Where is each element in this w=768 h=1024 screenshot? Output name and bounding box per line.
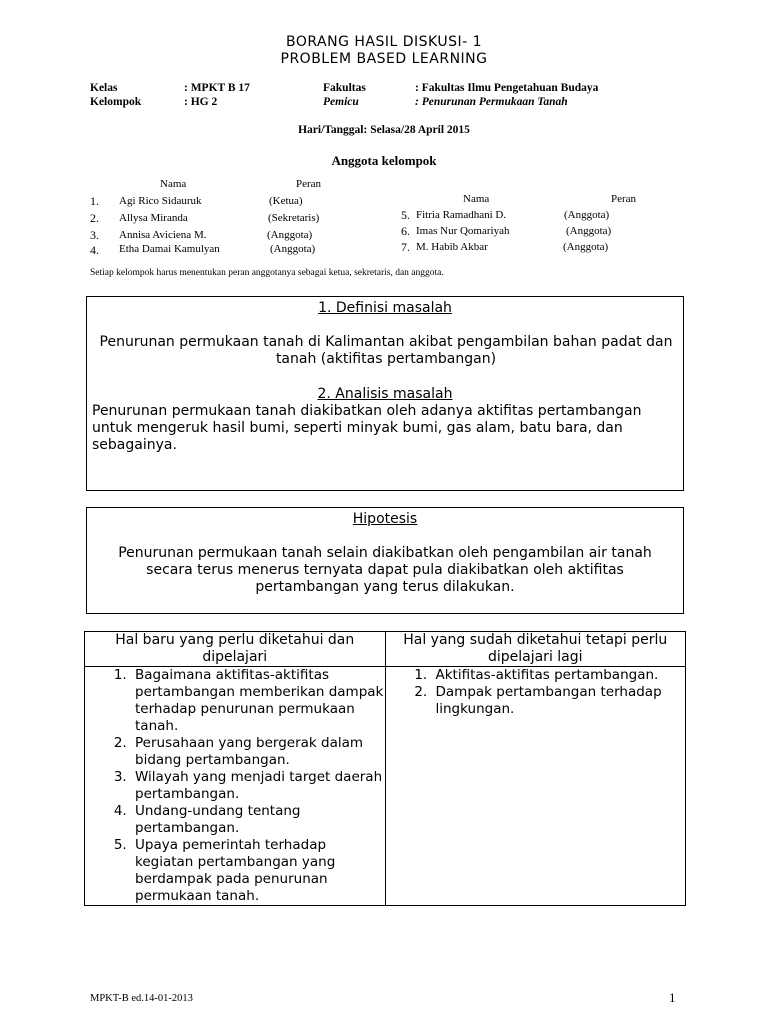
learn-new-header: Hal baru yang perlu diketahui dan dipelajari — [85, 632, 386, 667]
member-role: (Sekretaris) — [268, 212, 320, 224]
list-item: 3. Wilayah yang menjadi target daerah pertambangan. — [131, 769, 385, 803]
member-name: Agi Rico Sidauruk — [119, 195, 202, 207]
footer-code: MPKT-B ed.14-01-2013 — [90, 993, 193, 1004]
kelompok-label: Kelompok — [90, 96, 142, 108]
member-number: 7. — [401, 240, 410, 254]
form-title: BORANG HASIL DISKUSI- 1 — [285, 34, 483, 50]
member-role: (Anggota) — [564, 209, 610, 221]
list-item: 4. Undang-undang tentang pertambangan. — [131, 803, 385, 837]
learning-table — [84, 631, 686, 906]
problem-box — [86, 296, 684, 491]
member-name: Imas Nur Qomariyah — [416, 225, 510, 237]
members-col-name-left: Nama — [160, 178, 187, 190]
members-col-name-right: Nama — [463, 193, 490, 205]
member-name: Annisa Aviciena M. — [119, 229, 207, 241]
member-role: (Anggota) — [563, 241, 609, 253]
kelas-label: Kelas — [90, 82, 118, 94]
member-number: 5. — [401, 208, 410, 222]
member-role: (Anggota) — [270, 243, 316, 255]
member-number: 6. — [401, 224, 410, 238]
member-number: 1. — [90, 194, 99, 208]
member-number: 2. — [90, 211, 99, 225]
member-number: 4. — [90, 243, 99, 257]
list-item: 2. Dampak pertambangan terhadap lingkungan. — [432, 684, 686, 718]
member-role: (Ketua) — [269, 195, 303, 207]
session-date: Hari/Tanggal: Selasa/28 April 2015 — [298, 124, 470, 136]
page-number: 1 — [669, 990, 676, 1005]
definition-title: 1. Definisi masalah — [318, 300, 452, 316]
members-heading: Anggota kelompok — [331, 153, 437, 168]
member-role: (Anggota) — [566, 225, 612, 237]
analysis-text: Penurunan permukaan tanah diakibatkan oleh adanya aktifitas pertambangan untuk mengeruk hasil bumi, seperti minyak bumi, gas alam, batu bara, dan sebagainya. — [92, 403, 642, 453]
learn-new-list — [85, 667, 385, 905]
learn-review-cell — [385, 667, 686, 906]
kelompok-value: : HG 2 — [184, 96, 218, 108]
member-name: Fitria Ramadhani D. — [416, 209, 507, 221]
definition-text: Penurunan permukaan tanah di Kalimantan akibat pengambilan bahan padat dan tanah (aktifitas pertambangan) — [99, 334, 673, 367]
hypothesis-text: Penurunan permukaan tanah selain diakibatkan oleh pengambilan air tanah secara terus menerus ternyata dapat pula diakibatkan oleh aktifitas pertambangan yang terus dilakukan. — [118, 545, 652, 595]
hypothesis-title: Hipotesis — [352, 511, 418, 527]
members-note: Setiap kelompok harus menentukan peran anggotanya sebagai ketua, sekretaris, dan anggota. — [90, 268, 444, 278]
fakultas-label: Fakultas — [323, 82, 366, 94]
member-name: Allysa Miranda — [119, 212, 188, 224]
member-number: 3. — [90, 228, 99, 242]
list-item: 1. Aktifitas-aktifitas pertambangan. — [432, 667, 686, 684]
list-item: 5. Upaya pemerintah terhadap kegiatan pertambangan yang berdampak pada penurunan permukaan tanah. — [131, 837, 385, 905]
learn-review-header: Hal yang sudah diketahui tetapi perlu dipelajari lagi — [385, 632, 686, 667]
kelas-value: : MPKT B 17 — [184, 82, 250, 94]
member-role: (Anggota) — [267, 229, 313, 241]
learn-review-list — [386, 667, 686, 718]
members-col-role-right: Peran — [611, 193, 637, 205]
form-subtitle: PROBLEM BASED LEARNING — [280, 51, 488, 67]
fakultas-value: : Fakultas Ilmu Pengetahuan Budaya — [415, 82, 599, 94]
member-name: Etha Damai Kamulyan — [119, 243, 220, 255]
list-item: 1. Bagaimana aktifitas-aktifitas pertambangan memberikan dampak terhadap penurunan permukaan tanah. — [131, 667, 385, 735]
members-col-role-left: Peran — [296, 178, 322, 190]
list-item: 2. Perusahaan yang bergerak dalam bidang pertambangan. — [131, 735, 385, 769]
hypothesis-box — [86, 507, 684, 614]
member-name: M. Habib Akbar — [416, 241, 488, 253]
learn-new-cell — [85, 667, 386, 906]
pemicu-label: Pemicu — [323, 96, 359, 108]
analysis-title: 2. Analisis masalah — [317, 386, 453, 402]
pemicu-value: : Penurunan Permukaan Tanah — [415, 96, 568, 108]
